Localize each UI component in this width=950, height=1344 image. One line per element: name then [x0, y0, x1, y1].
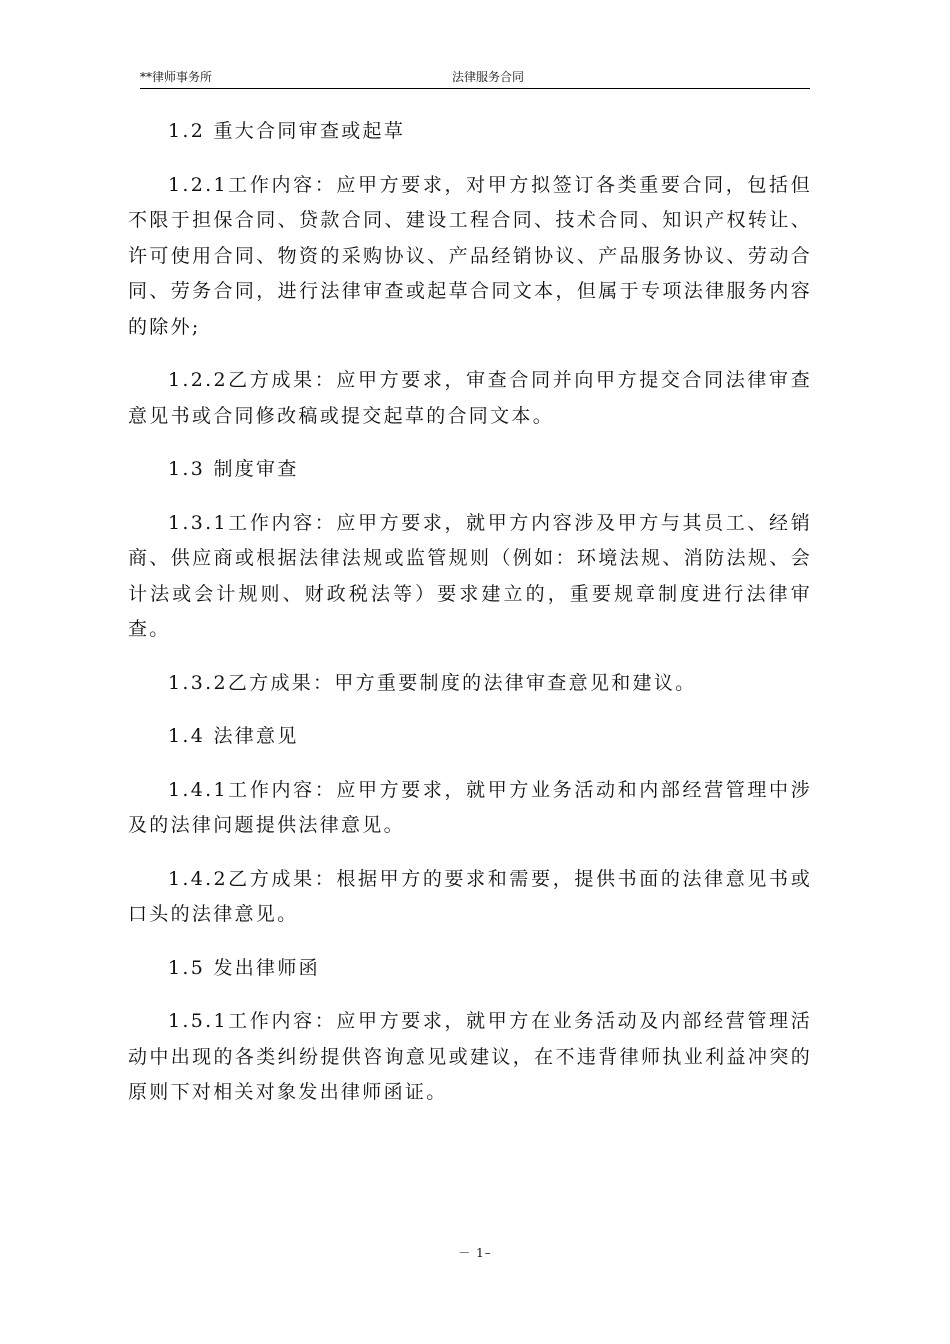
clause-1-2-2: 1.2.2乙方成果：应甲方要求，审查合同并向甲方提交合同法律审查意见书或合同修改稿或提交起草的合同文本。 — [128, 369, 812, 427]
page-header — [140, 66, 810, 89]
section-heading-1-2: 1.2 重大合同审查或起草 — [168, 120, 406, 142]
clause-1-3-1: 1.3.1工作内容：应甲方要求，就甲方内容涉及甲方与其员工、经销商、供应商或根据法律法规或监管规则（例如：环境法规、消防法规、会计法或会计规则、财政税法等）要求建立的，重要规章制度进行法律审查。 — [128, 511, 812, 640]
header-document-title: 法律服务合同 — [452, 70, 525, 84]
clause-1-4-1: 1.4.1工作内容：应甲方要求，就甲方业务活动和内部经营管理中涉及的法律问题提供法律意见。 — [128, 778, 812, 836]
clause-1-3-2: 1.3.2乙方成果：甲方重要制度的法律审查意见和建议。 — [168, 671, 697, 694]
document-body — [128, 114, 812, 1129]
clause-1-2-1: 1.2.1工作内容：应甲方要求，对甲方拟签订各类重要合同，包括但不限于担保合同、贷款合同、建设工程合同、技术合同、知识产权转让、许可使用合同、物资的采购协议、产品经销协议、产品服务协议、劳动合同、劳务合同，进行法律审查或起草合同文本，但属于专项法律服务内容的除外; — [128, 173, 812, 338]
section-heading-1-4: 1.4 法律意见 — [168, 725, 299, 747]
clause-1-5-1: 1.5.1工作内容：应甲方要求，就甲方在业务活动及内部经营管理活动中出现的各类纠纷提供咨询意见或建议，在不违背律师执业利益冲突的原则下对相关对象发出律师函证。 — [128, 1010, 812, 1103]
section-heading-1-5: 1.5 发出律师函 — [168, 956, 320, 979]
clause-1-4-2: 1.4.2乙方成果：根据甲方的要求和需要，提供书面的法律意见书或口头的法律意见。 — [128, 867, 812, 925]
section-heading-1-3: 1.3 制度审查 — [168, 458, 299, 480]
header-firm-name: **律师事务所 — [140, 70, 213, 84]
page-number: － 1– — [458, 1246, 492, 1260]
